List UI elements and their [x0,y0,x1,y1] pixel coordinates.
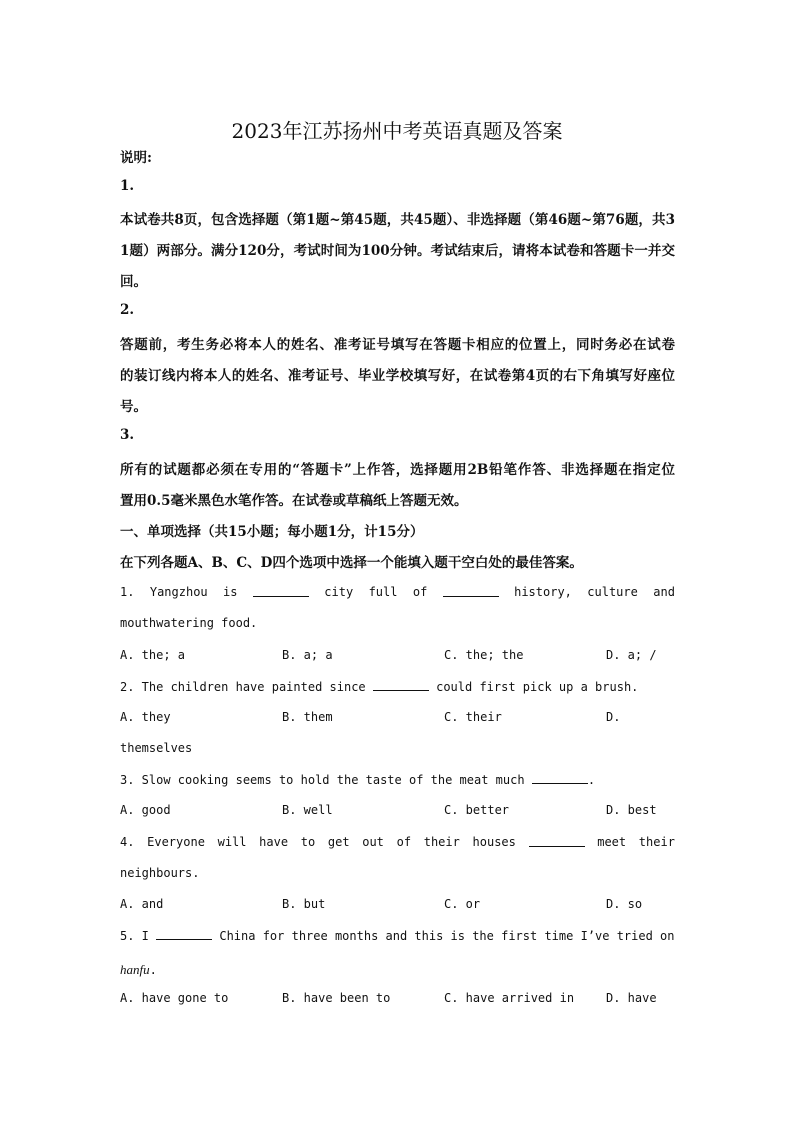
q3-option-c: C. better [444,803,510,817]
q2-text-before: 2. The children have painted since [120,680,373,694]
answer-blank [443,585,499,597]
q1-word: culture [587,585,638,599]
section-instruction: 在下列各题A、B、C、D四个选项中选择一个能填入题干空白处的最佳答案。 [120,555,583,571]
q4-word: to [300,835,316,849]
q5-text-after: China for three months and this is the first time I’ve tried on [212,929,675,943]
q2-option-b: B. them [282,710,333,724]
section-heading: 一、单项选择（共15小题；每小题1分，计15分） [120,524,424,540]
q3-option-b: B. well [282,803,333,817]
q3-option-a: A. good [120,803,171,817]
q3-text-before: 3. Slow cooking seems to hold the taste of the meat much [120,773,532,787]
q4-word: Everyone [147,835,205,849]
q4-word: will [217,835,247,849]
note-number-3: 3. [120,427,135,443]
question-1-line-1 [120,585,675,599]
q4-option-b: B. but [282,897,326,911]
q5-option-c: C. have arrived in [444,991,575,1005]
q2-option-a: A. they [120,710,171,724]
question-5-line-2 [120,959,675,978]
q4-word: their [423,835,460,849]
answer-blank [156,928,212,940]
note-3-line-2: 置用0.5毫米黑色水笔作答。在试卷或草稿纸上答题无效。 [120,493,468,509]
question-4-line-1 [120,835,675,849]
q1-word: Yangzhou [149,585,208,599]
q4-word: get [327,835,350,849]
q1-word: of [412,585,428,599]
note-2-line-3: 号。 [120,399,147,415]
note-1-line-1: 本试卷共8页，包含选择题（第1题~第45题，共45题）、非选择题（第46题~第76题，共3 [120,212,675,228]
note-3-line-1: 所有的试题都必须在专用的“答题卡”上作答，选择题用2B铅笔作答、非选择题在指定位 [120,462,675,478]
q1-word: and [653,585,675,599]
note-1-line-2: 1题）两部分。满分120分，考试时间为100分钟。考试结束后，请将本试卷和答题卡一并交 [120,243,675,259]
answer-blank [529,835,585,847]
q2-text-after: could first pick up a brush. [428,680,639,694]
q2-option-d-text: themselves [120,741,193,755]
q4-option-a: A. and [120,897,164,911]
q4-option-d: D. so [606,897,643,911]
note-number-1: 1. [120,178,135,194]
notes-heading: 说明: [120,150,152,166]
q1-option-b: B. a; a [282,648,333,662]
question-5-line-1 [120,928,675,943]
q1-option-c: C. the; the [444,648,524,662]
question-4-line-2: neighbours. [120,866,200,880]
q1-word: full [368,585,398,599]
q5-option-a: A. have gone to [120,991,229,1005]
q1-word: city [324,585,354,599]
q1-word: history, [514,585,572,599]
q4-word: meet [597,835,627,849]
q4-word: their [638,835,675,849]
q1-option-d: D. a; / [606,648,657,662]
answer-blank [253,585,309,597]
q1-word: is [223,585,238,599]
note-2-line-2: 的装订线内将本人的姓名、准考证号、毕业学校填写好，在试卷第4页的右下角填写好座位 [120,368,675,384]
answer-blank [532,772,588,784]
answer-blank [373,679,429,691]
q5-italic-word: hanfu [120,962,150,977]
question-3 [120,772,675,787]
q3-text-after: . [587,773,596,787]
q4-word: houses [472,835,516,849]
note-number-2: 2. [120,302,135,318]
q1-word: 1. [120,585,135,599]
q4-word: have [259,835,289,849]
question-2 [120,679,675,694]
q5-option-d: D. have [606,991,657,1005]
question-1-line-2: mouthwatering food. [120,616,258,630]
q2-option-d: D. [606,710,621,724]
page-title: 2023年江苏扬州中考英语真题及答案 [231,119,563,144]
q4-word: 4. [120,835,135,849]
note-1-line-3: 回。 [120,274,147,290]
q5-text-before: 5. I [120,929,157,943]
q2-option-c: C. their [444,710,502,724]
q4-word: out [362,835,384,849]
q4-option-c: C. or [444,897,481,911]
q4-word: of [396,835,412,849]
q5-option-b: B. have been to [282,991,391,1005]
q3-option-d: D. best [606,803,657,817]
q1-option-a: A. the; a [120,648,186,662]
q5-line-end: . [149,963,157,977]
note-2-line-1: 答题前，考生务必将本人的姓名、准考证号填写在答题卡相应的位置上，同时务必在试卷 [120,337,675,353]
